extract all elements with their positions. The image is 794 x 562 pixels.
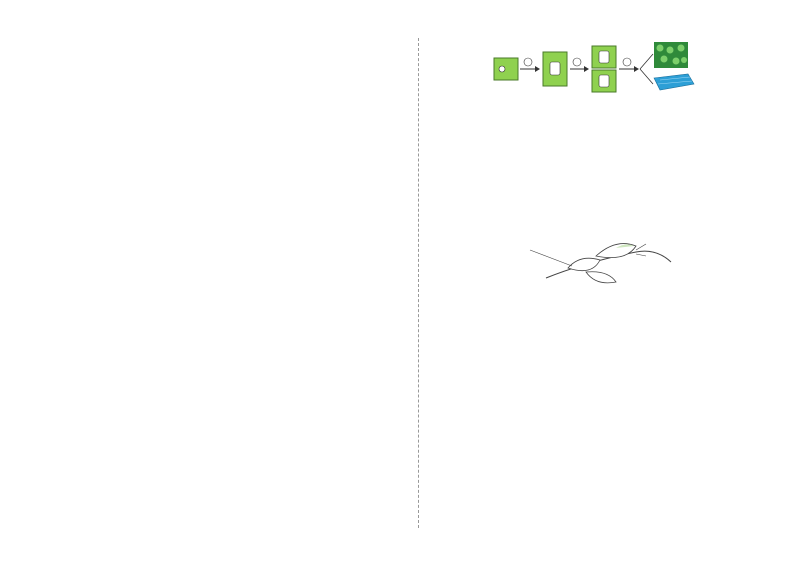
tissue-green [654,42,688,68]
column-divider [418,38,419,528]
logo [72,22,134,48]
cell-grown [543,52,567,86]
cell-divided [592,46,616,92]
cell-single [494,58,518,80]
cell-process-diagram [488,40,708,100]
leaf-foil [568,258,600,270]
leaf-green [586,272,616,283]
plant-experiment-diagram [476,232,696,296]
tissue-blue [654,74,694,90]
